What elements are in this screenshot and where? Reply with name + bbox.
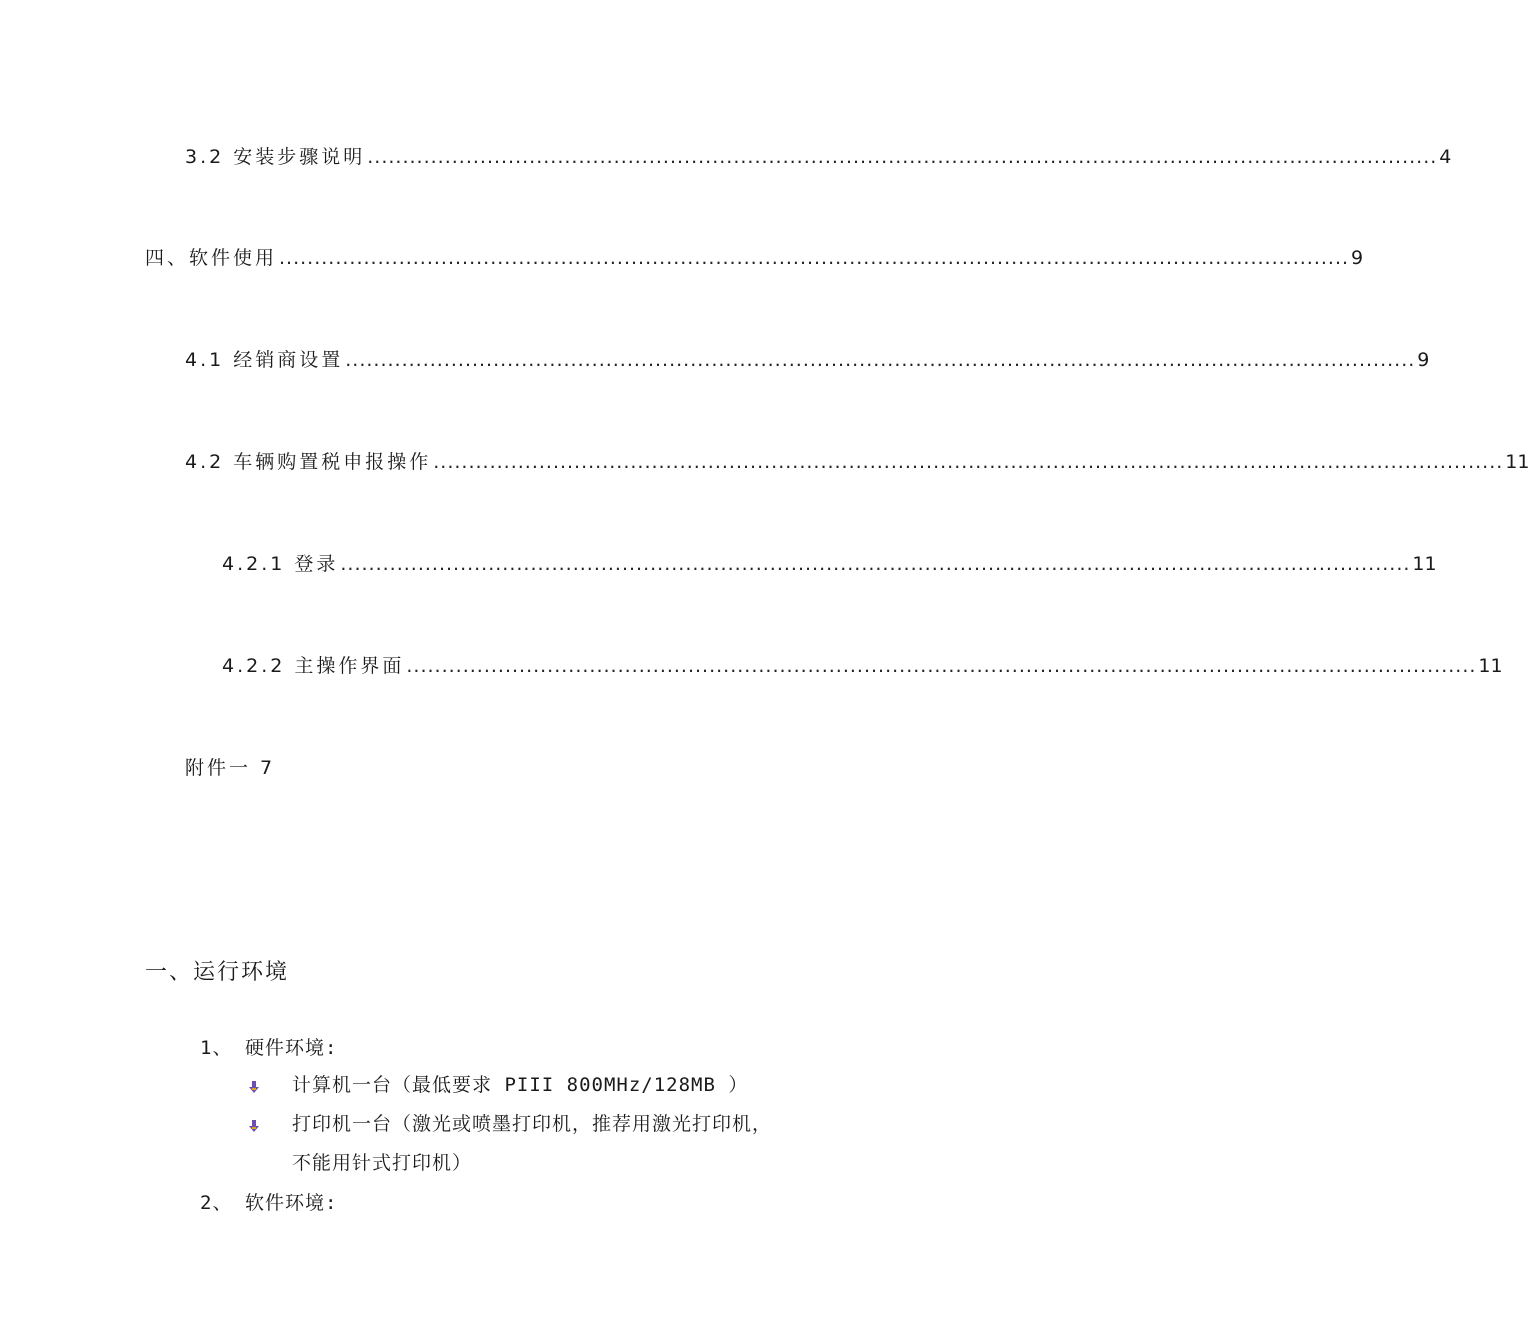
toc-entry-label: 4.1 经销商设置 xyxy=(185,349,344,371)
toc-leader-dots: ........................................................................................................................................................ xyxy=(279,247,1350,269)
toc-entry[interactable] xyxy=(185,449,1529,475)
list-item xyxy=(200,1035,337,1061)
toc-entry[interactable] xyxy=(185,347,1430,373)
toc-entry-label: 四、软件使用 xyxy=(145,247,278,269)
bullet-item-continuation: 不能用针式打印机） xyxy=(292,1152,473,1174)
toc-entry-page: 4 xyxy=(1439,146,1452,168)
bullet-item: 打印机一台（激光或喷墨打印机，推荐用激光打印机， xyxy=(292,1113,773,1135)
toc-entry-label: 4.2.2 主操作界面 xyxy=(222,655,405,677)
toc-entry-label: 4.2 车辆购置税申报操作 xyxy=(185,451,432,473)
list-item-label: 硬件环境: xyxy=(245,1037,338,1059)
arrow-bullet-icon xyxy=(248,1120,260,1132)
list-item-number: 1、 xyxy=(200,1037,233,1059)
toc-entry[interactable] xyxy=(222,551,1437,577)
section-heading: 一、运行环境 xyxy=(145,960,290,985)
toc-entry[interactable] xyxy=(222,653,1503,679)
toc-entry-page: 11 xyxy=(1505,451,1529,473)
toc-entry-label: 3.2 安装步骤说明 xyxy=(185,146,366,168)
list-item-label: 软件环境: xyxy=(245,1192,338,1214)
toc-entry-page: 9 xyxy=(1417,349,1430,371)
toc-leader-dots: ........................................................................................................................................................ xyxy=(367,146,1438,168)
toc-appendix-entry[interactable]: 附件一 7 xyxy=(185,757,276,779)
toc-entry-page: 11 xyxy=(1412,553,1437,575)
toc-entry-page: 11 xyxy=(1478,655,1503,677)
toc-entry[interactable] xyxy=(145,245,1364,271)
toc-entry[interactable] xyxy=(185,144,1452,170)
arrow-bullet-icon xyxy=(248,1081,260,1093)
list-item xyxy=(200,1190,337,1216)
toc-entry-label: 4.2.1 登录 xyxy=(222,553,339,575)
list-item-number: 2、 xyxy=(200,1192,233,1214)
toc-entry-page: 9 xyxy=(1351,247,1364,269)
toc-leader-dots: ........................................................................................................................................................ xyxy=(433,451,1504,473)
toc-leader-dots: ........................................................................................................................................................ xyxy=(406,655,1477,677)
toc-leader-dots: ........................................................................................................................................................ xyxy=(340,553,1411,575)
bullet-item: 计算机一台（最低要求 PIII 800MHz/128MB ） xyxy=(292,1074,749,1096)
toc-leader-dots: ........................................................................................................................................................ xyxy=(345,349,1416,371)
